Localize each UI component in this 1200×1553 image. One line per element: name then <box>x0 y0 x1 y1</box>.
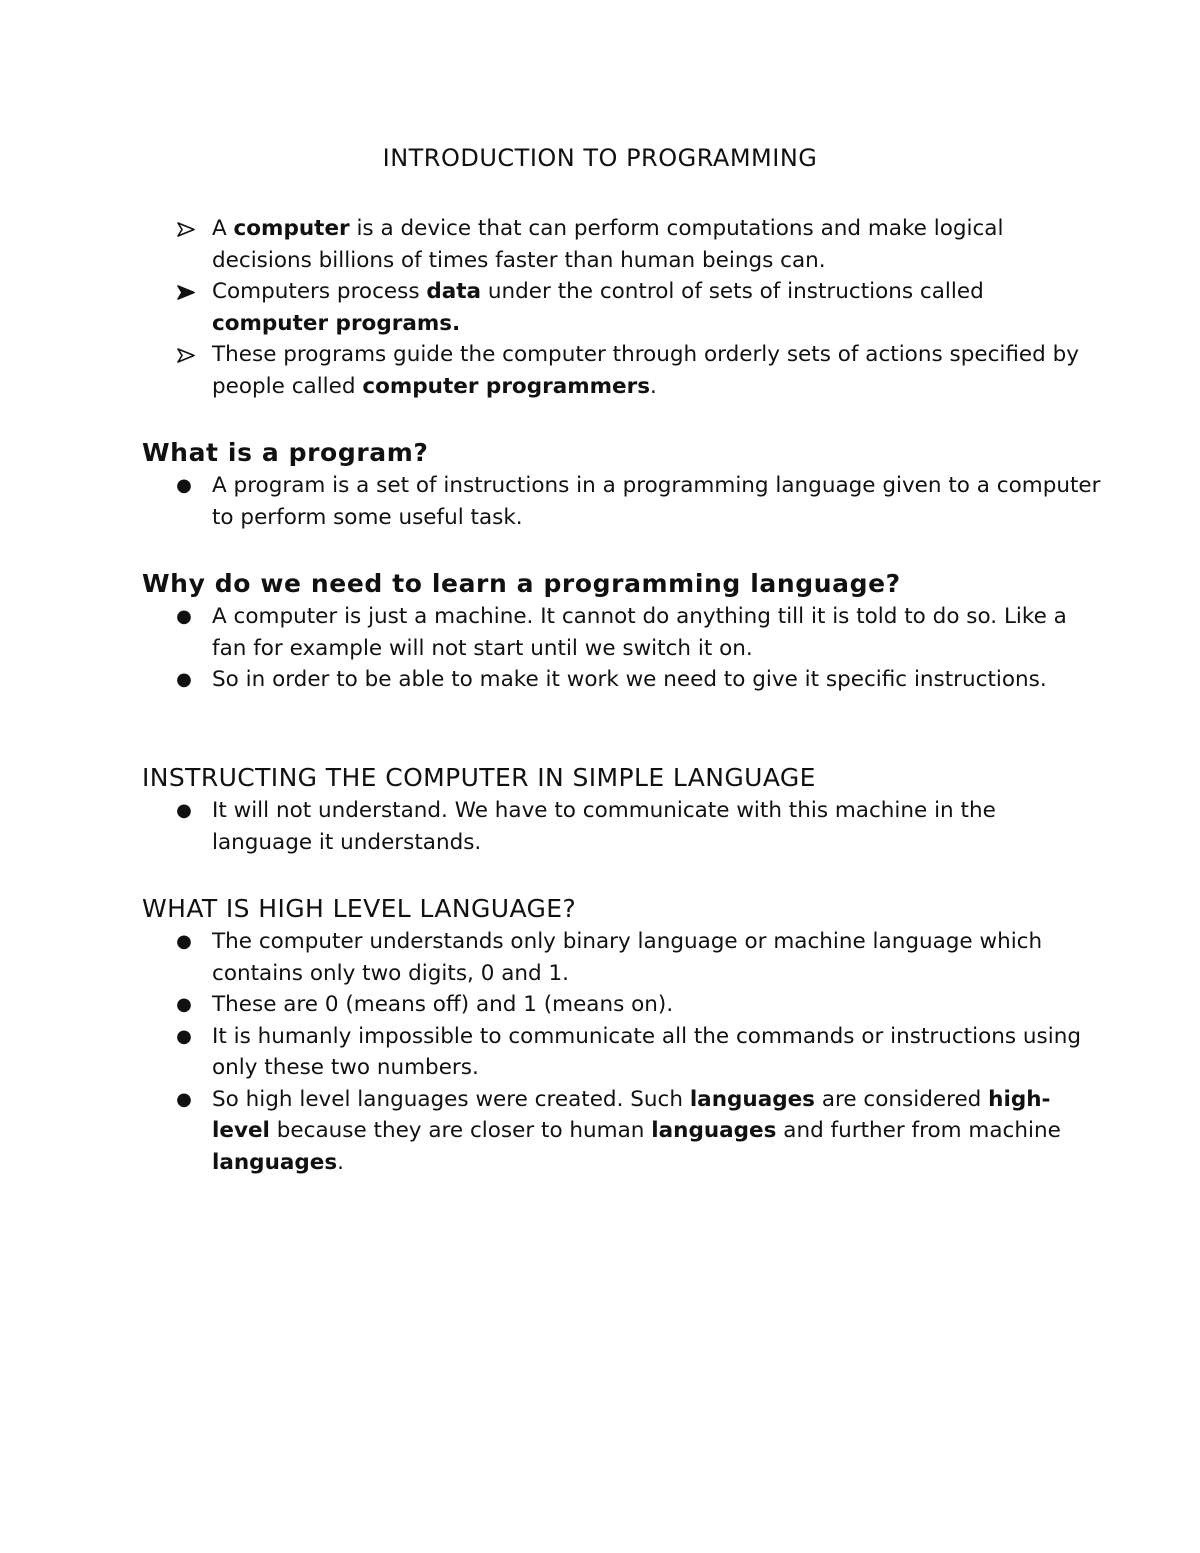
section-instructing <box>142 761 1102 858</box>
list-item: ● So in order to be able to make it work we need to give it specific instructions. <box>142 664 1102 696</box>
section-why-learn <box>142 567 1102 696</box>
list-item: ● It will not understand. We have to communicate with this machine in the language it understands. <box>142 795 1102 858</box>
section-what-is-program <box>142 436 1102 533</box>
bullet-icon: ● <box>176 669 192 690</box>
section-heading: What is a program? <box>142 438 429 467</box>
page-title: INTRODUCTION TO PROGRAMMING <box>382 144 818 172</box>
section-heading: WHAT IS HIGH LEVEL LANGUAGE? <box>142 894 577 923</box>
bullet-icon: ● <box>176 1025 192 1047</box>
list-item: ● A computer is just a machine. It cannot do anything till it is told to do so. Like a fan for example will not start until we switch it on. <box>142 601 1102 664</box>
bullet-icon: ● <box>176 606 192 627</box>
section-heading: INSTRUCTING THE COMPUTER IN SIMPLE LANGUAGE <box>142 763 816 792</box>
bullet-list <box>142 601 1102 696</box>
bullet-icon: ● <box>176 800 192 821</box>
arrow-bullet-icon <box>176 285 196 300</box>
list-item: A computer is a device that can perform computations and make logical decisions billions of times faster than human beings can. <box>142 213 1102 276</box>
bullet-list <box>142 795 1102 858</box>
arrow-bullet-icon <box>176 348 196 363</box>
list-item: ● It is humanly impossible to communicate all the commands or instructions using only these two numbers. <box>142 1021 1102 1084</box>
bullet-icon: ● <box>176 475 192 496</box>
bullet-icon: ● <box>176 931 192 952</box>
list-item: ● A program is a set of instructions in a programming language given to a computer to perform some useful task. <box>142 470 1102 533</box>
bullet-list <box>142 470 1102 533</box>
bullet-icon: ● <box>176 1088 192 1110</box>
intro-section <box>142 213 1102 402</box>
bullet-list <box>142 926 1102 1178</box>
arrow-bullet-icon <box>176 222 196 237</box>
list-item: ● The computer understands only binary language or machine language which contains only two digits, 0 and 1. <box>142 926 1102 989</box>
list-item: These programs guide the computer through orderly sets of actions specified by people called computer programmers. <box>142 339 1102 402</box>
list-item: Computers process data under the control of sets of instructions called computer programs. <box>142 276 1102 339</box>
section-heading: Why do we need to learn a programming language? <box>142 569 901 598</box>
section-high-level <box>142 892 1102 1178</box>
bullet-icon: ● <box>176 994 192 1015</box>
intro-list <box>142 213 1102 402</box>
list-item: ● So high level languages were created. Such languages are considered high-level because they are closer to human languages and further from machine languages. <box>142 1084 1102 1179</box>
list-item: ● These are 0 (means off) and 1 (means on). <box>142 989 1102 1021</box>
